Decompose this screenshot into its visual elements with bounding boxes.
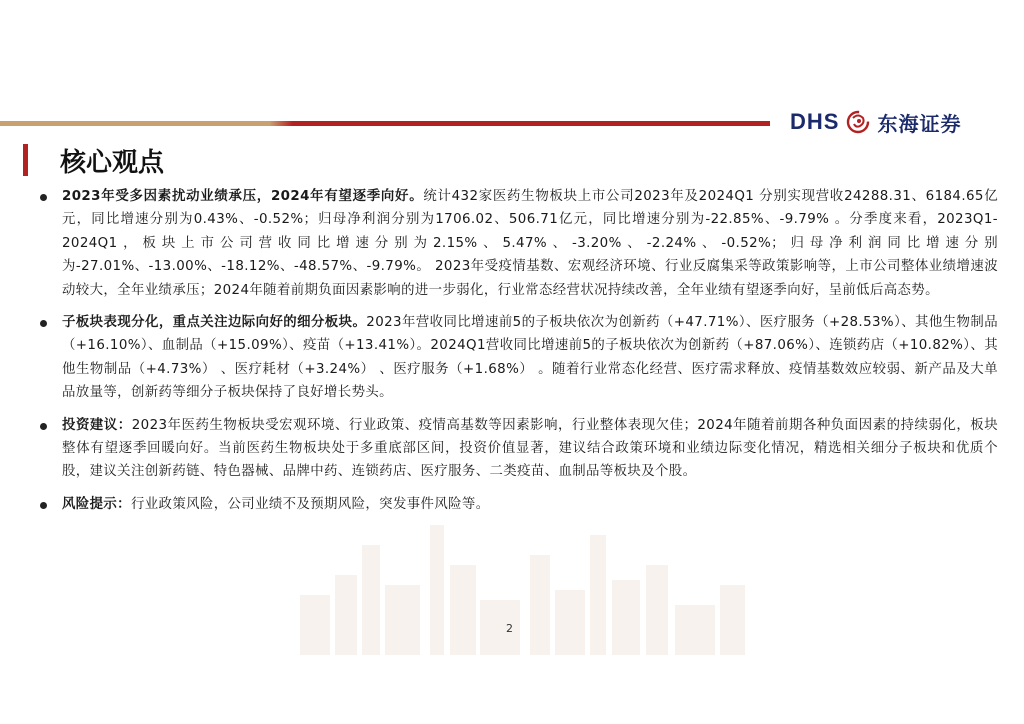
logo-text-en: DHS	[790, 109, 840, 134]
bullet-text	[62, 493, 998, 516]
header-divider	[0, 121, 770, 126]
bullet-text	[62, 311, 998, 405]
dragon-emblem-icon	[845, 109, 871, 135]
bullet-lead: 风险提示：	[62, 496, 131, 512]
bullet-body: 2023年营收同比增速前5的子板块依次为创新药（+47.71%）、医疗服务（+28.53%）、其他生物制品（+16.10%）、血制品（+15.09%）、疫苗（+13.41%）。2024Q1营收同比增速前5的子板块依次为创新药（+87.06%）、连锁药店（+10.82%）、其他生物制品（+4.73%） 、医疗耗材（+3.24%） 、医疗服务（+1.68%） 。随着行业常态化经营、医疗需求释放、疫情基数效应较弱、新产品及大单品放量等，创新药等细分子板块保持了良好增长势头。	[62, 315, 998, 401]
bullet-text	[62, 185, 998, 302]
bullet-lead: 2023年受多因素扰动业绩承压，2024年有望逐季向好。	[62, 189, 424, 204]
title-accent-bar	[23, 144, 28, 176]
bullet-body: 行业政策风险，公司业绩不及预期风险，突发事件风险等。	[130, 496, 490, 512]
bullet-dot-icon	[40, 194, 47, 201]
bullet-dot-icon	[40, 502, 47, 509]
bullet-body: 统计432家医药生物板块上市公司2023年及2024Q1 分别实现营收24288.31、6184.65亿元，同比增速分别为0.43%、-0.52%；归母净利润分别为1706.02、506.71亿元，同比增速分别为-22.85%、-9.79% 。分季度来看，2023Q1-2024Q1，板块上市公司营收同比增速分别为2.15%、5.47%、-3.20%、-2.24%、-0.52%；归母净利润同比增速分别为-27.01%、-13.00%、-18.12%、-48.57%、-9.79%。 2023年受疫情基数、宏观经济环境、行业反腐集采等政策影响等，上市公司整体业绩增速波动较大，全年业绩承压；2024年随着前期负面因素影响的进一步弱化，行业常态经营状况持续改善，全年业绩有望逐季向好，呈前低后高态势。	[62, 189, 998, 298]
bullet-body: 2023年医药生物板块受宏观环境、行业政策、疫情高基数等因素影响，行业整体表现欠佳；2024年随着前期各种负面因素的持续弱化，板块整体有望逐季回暖向好。当前医药生物板块处于多重底部区间，投资价值显著，建议结合政策环境和业绩边际变化情况，精选相关细分子板块和优质个股，建议关注创新药链、特色器械、品牌中药、连锁药店、医疗服务、二类疫苗、血制品等板块及个股。	[62, 417, 999, 480]
page-number: 2	[506, 622, 513, 635]
bullet-lead: 投资建议：	[62, 417, 132, 433]
bullet-dot-icon	[40, 423, 47, 430]
city-skyline-watermark	[290, 505, 750, 655]
bullet-dot-icon	[40, 320, 47, 327]
bullet-item-investment-advice	[38, 414, 998, 484]
bullet-text	[62, 414, 998, 484]
page-title: 核心观点	[60, 148, 165, 178]
bullet-item-risk	[38, 493, 998, 516]
logo-text-cn: 东海证券	[877, 111, 962, 136]
bullet-item-performance	[38, 185, 998, 302]
company-logo	[790, 104, 961, 140]
bullet-list	[38, 185, 998, 525]
bullet-item-subsectors	[38, 311, 998, 405]
bullet-lead: 子板块表现分化，重点关注边际向好的细分板块。	[62, 315, 367, 331]
